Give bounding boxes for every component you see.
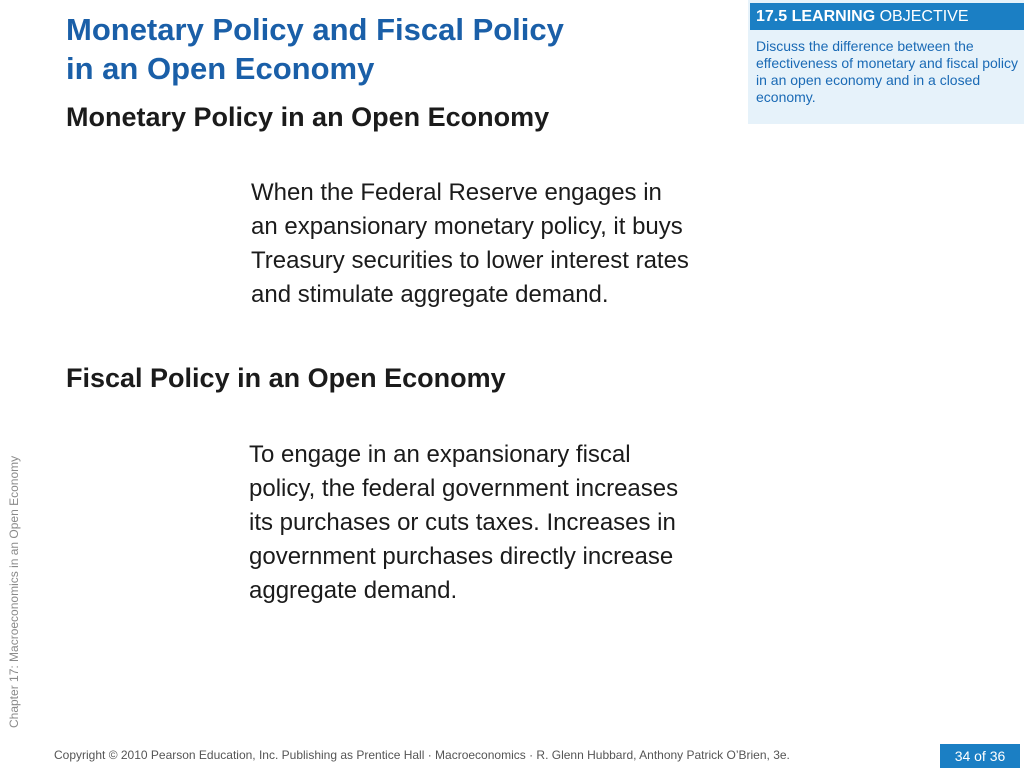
- slide-title: [66, 10, 564, 88]
- slide-title-line-1: Monetary Policy and Fiscal Policy: [66, 12, 564, 47]
- section-heading-fiscal: Fiscal Policy in an Open Economy: [66, 363, 506, 393]
- body-line: an expansionary monetary policy, it buys: [251, 213, 683, 240]
- learning-objective-label: OBJECTIVE: [879, 8, 969, 25]
- learning-objective-number: 17.5: [756, 8, 788, 25]
- body-line: policy, the federal government increases: [249, 475, 679, 502]
- section-body-fiscal: [249, 438, 678, 608]
- body-line: When the Federal Reserve engages in: [251, 179, 662, 206]
- body-line: government purchases directly increase: [249, 543, 674, 570]
- slide-title-line-2: in an Open Economy: [66, 51, 375, 86]
- body-line: aggregate demand.: [249, 577, 458, 604]
- chapter-side-label: Chapter 17: Macroeconomics in an Open Economy: [7, 455, 21, 728]
- body-line: and stimulate aggregate demand.: [251, 281, 609, 308]
- section-body-monetary: [251, 176, 689, 312]
- learning-objective-label-bold: LEARNING: [791, 8, 876, 25]
- footer-copyright: Copyright © 2010 Pearson Education, Inc. Publishing as Prentice Hall · Macroeconomics · R. Glenn Hubbard, Anthony Patrick O’Brien, 3e.: [54, 748, 790, 762]
- body-line: To engage in an expansionary fiscal: [249, 441, 631, 468]
- section-heading-monetary: Monetary Policy in an Open Economy: [66, 102, 550, 132]
- body-line: its purchases or cuts taxes. Increases in: [249, 509, 676, 536]
- page-number-badge: 34 of 36: [940, 744, 1020, 768]
- learning-objective-text: Discuss the difference between the effectiveness of monetary and fiscal policy in an open economy and in a closed economy.: [756, 38, 1018, 105]
- learning-objective-header: [750, 3, 1024, 30]
- body-line: Treasury securities to lower interest rates: [251, 247, 689, 274]
